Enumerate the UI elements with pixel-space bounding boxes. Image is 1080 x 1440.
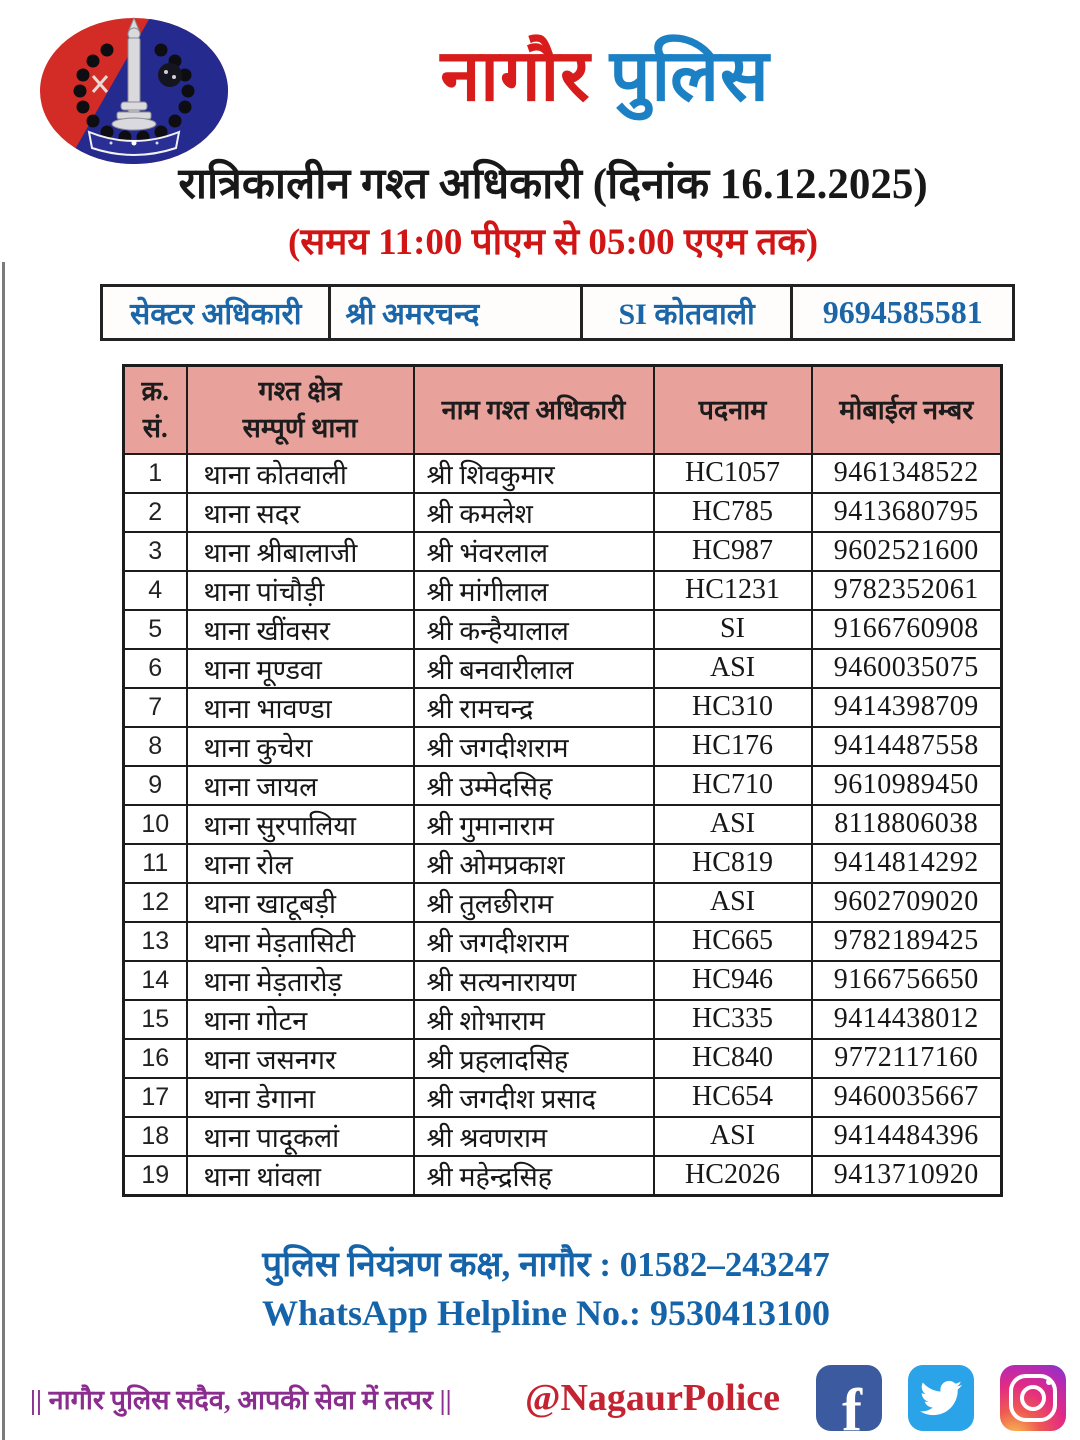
table-row xyxy=(124,1000,1002,1039)
service-tagline: || नागौर पुलिस सदैव, आपकी सेवा में तत्पर || xyxy=(30,1384,452,1415)
cell-serial: 19 xyxy=(124,1156,187,1196)
cell-area: थाना खाटूबड़ी xyxy=(187,883,414,922)
table-row xyxy=(124,1156,1002,1196)
cell-rank: HC310 xyxy=(654,688,812,727)
cell-serial: 12 xyxy=(124,883,187,922)
cell-rank: ASI xyxy=(654,883,812,922)
header-rank: पदनाम xyxy=(654,366,812,454)
cell-rank: ASI xyxy=(654,805,812,844)
cell-officer-name: श्री शोभाराम xyxy=(414,1000,654,1039)
cell-area: थाना पादूकलां xyxy=(187,1117,414,1156)
cell-serial: 10 xyxy=(124,805,187,844)
cell-area: थाना जायल xyxy=(187,766,414,805)
cell-mobile: 9782189425 xyxy=(812,922,1002,961)
cell-officer-name: श्री भंवरलाल xyxy=(414,532,654,571)
twitter-icon[interactable] xyxy=(908,1365,974,1431)
cell-officer-name: श्री महेन्द्रसिह xyxy=(414,1156,654,1196)
table-row xyxy=(124,454,1002,493)
sector-officer-bar xyxy=(100,284,1015,341)
cell-rank: HC176 xyxy=(654,727,812,766)
control-room-line: पुलिस नियंत्रण कक्ष, नागौर : 01582–243247 xyxy=(262,1245,830,1284)
cell-area: थाना पांचौड़ी xyxy=(187,571,414,610)
table-row xyxy=(124,805,1002,844)
social-icons xyxy=(816,1365,1066,1431)
cell-area: थाना मूण्डवा xyxy=(187,649,414,688)
cell-officer-name: श्री जगदीश प्रसाद xyxy=(414,1078,654,1117)
cell-mobile: 9414814292 xyxy=(812,844,1002,883)
cell-rank: HC819 xyxy=(654,844,812,883)
cell-serial: 8 xyxy=(124,727,187,766)
table-row xyxy=(124,610,1002,649)
table-row xyxy=(124,571,1002,610)
cell-officer-name: श्री ओमप्रकाश xyxy=(414,844,654,883)
table-row xyxy=(124,766,1002,805)
cell-rank: HC2026 xyxy=(654,1156,812,1196)
table-row xyxy=(124,493,1002,532)
cell-rank: HC665 xyxy=(654,922,812,961)
patrol-roster-table xyxy=(122,364,1003,1197)
cell-area: थाना सुरपालिया xyxy=(187,805,414,844)
twitter-bird-glyph xyxy=(920,1377,962,1419)
cell-serial: 9 xyxy=(124,766,187,805)
cell-area: थाना थांवला xyxy=(187,1156,414,1196)
cell-area: थाना डेगाना xyxy=(187,1078,414,1117)
sector-officer-label: सेक्टर अधिकारी xyxy=(103,287,331,338)
sector-officer-name: श्री अमरचन्द xyxy=(331,287,582,338)
cell-serial: 5 xyxy=(124,610,187,649)
cell-area: थाना मेड़तारोड़ xyxy=(187,961,414,1000)
cell-mobile: 9610989450 xyxy=(812,766,1002,805)
facebook-f-glyph: f xyxy=(842,1376,862,1431)
cell-serial: 13 xyxy=(124,922,187,961)
cell-mobile: 9166756650 xyxy=(812,961,1002,1000)
cell-mobile: 9782352061 xyxy=(812,571,1002,610)
table-row xyxy=(124,844,1002,883)
cell-serial: 18 xyxy=(124,1117,187,1156)
sector-officer-mobile: 9694585581 xyxy=(822,294,983,330)
cell-serial: 4 xyxy=(124,571,187,610)
cell-mobile: 9772117160 xyxy=(812,1039,1002,1078)
cell-officer-name: श्री बनवारीलाल xyxy=(414,649,654,688)
facebook-icon[interactable] xyxy=(816,1365,882,1431)
cell-rank: HC654 xyxy=(654,1078,812,1117)
whatsapp-helpline: WhatsApp Helpline No.: 9530413100 xyxy=(261,1293,831,1333)
cell-officer-name: श्री तुलछीराम xyxy=(414,883,654,922)
bottom-bar xyxy=(0,1360,1080,1436)
cell-mobile: 9414398709 xyxy=(812,688,1002,727)
cell-area: थाना जसनगर xyxy=(187,1039,414,1078)
cell-rank: ASI xyxy=(654,649,812,688)
cell-officer-name: श्री श्रवणराम xyxy=(414,1117,654,1156)
cell-mobile: 9602709020 xyxy=(812,883,1002,922)
table-row xyxy=(124,1039,1002,1078)
table-row xyxy=(124,688,1002,727)
page-subtitle: रात्रिकालीन गश्त अधिकारी (दिनांक 16.12.2025) xyxy=(178,161,928,208)
cell-area: थाना रोल xyxy=(187,844,414,883)
cell-rank: ASI xyxy=(654,1117,812,1156)
cell-serial: 1 xyxy=(124,454,187,493)
cell-officer-name: श्री कन्हैयालाल xyxy=(414,610,654,649)
cell-serial: 11 xyxy=(124,844,187,883)
cell-mobile: 9413680795 xyxy=(812,493,1002,532)
header-area: गश्त क्षेत्र सम्पूर्ण थाना xyxy=(187,366,414,454)
cell-officer-name: श्री गुमानाराम xyxy=(414,805,654,844)
cell-mobile: 9166760908 xyxy=(812,610,1002,649)
instagram-lens-glyph xyxy=(1020,1385,1046,1411)
cell-officer-name: श्री जगदीशराम xyxy=(414,727,654,766)
cell-officer-name: श्री शिवकुमार xyxy=(414,454,654,493)
cell-rank: SI xyxy=(654,610,812,649)
table-row xyxy=(124,1117,1002,1156)
cell-serial: 14 xyxy=(124,961,187,1000)
cell-officer-name: श्री रामचन्द्र xyxy=(414,688,654,727)
title-police: पुलिस xyxy=(609,36,770,116)
cell-area: थाना कुचेरा xyxy=(187,727,414,766)
instagram-dot-glyph xyxy=(1046,1379,1052,1385)
table-row xyxy=(124,727,1002,766)
cell-area: थाना खींवसर xyxy=(187,610,414,649)
cell-mobile: 9460035075 xyxy=(812,649,1002,688)
duty-time-line: (समय 11:00 पीएम से 05:00 एएम तक) xyxy=(287,222,819,263)
cell-officer-name: श्री जगदीशराम xyxy=(414,922,654,961)
title-nagaur: नागौर xyxy=(440,36,591,116)
header-mobile: मोबाईल नम्बर xyxy=(812,366,1002,454)
header-officer-name: नाम गश्त अधिकारी xyxy=(414,366,654,454)
cell-rank: HC710 xyxy=(654,766,812,805)
cell-area: थाना गोटन xyxy=(187,1000,414,1039)
cell-serial: 15 xyxy=(124,1000,187,1039)
cell-area: थाना कोतवाली xyxy=(187,454,414,493)
social-handle[interactable]: @NagaurPolice xyxy=(525,1377,780,1419)
cell-rank: HC946 xyxy=(654,961,812,1000)
page-title xyxy=(0,24,1080,128)
cell-rank: HC785 xyxy=(654,493,812,532)
cell-area: थाना भावण्डा xyxy=(187,688,414,727)
table-row xyxy=(124,1078,1002,1117)
cell-officer-name: श्री कमलेश xyxy=(414,493,654,532)
table-row xyxy=(124,922,1002,961)
cell-rank: HC335 xyxy=(654,1000,812,1039)
cell-mobile: 9413710920 xyxy=(812,1156,1002,1196)
cell-area: थाना मेड़तासिटी xyxy=(187,922,414,961)
cell-officer-name: श्री सत्यनारायण xyxy=(414,961,654,1000)
cell-rank: HC987 xyxy=(654,532,812,571)
cell-serial: 6 xyxy=(124,649,187,688)
table-row xyxy=(124,883,1002,922)
cell-area: थाना श्रीबालाजी xyxy=(187,532,414,571)
cell-officer-name: श्री प्रहलादसिह xyxy=(414,1039,654,1078)
cell-mobile: 9414438012 xyxy=(812,1000,1002,1039)
cell-officer-name: श्री उम्मेदसिह xyxy=(414,766,654,805)
cell-serial: 17 xyxy=(124,1078,187,1117)
table-row xyxy=(124,961,1002,1000)
cell-mobile: 9414487558 xyxy=(812,727,1002,766)
cell-mobile: 9414484396 xyxy=(812,1117,1002,1156)
cell-rank: HC840 xyxy=(654,1039,812,1078)
cell-serial: 3 xyxy=(124,532,187,571)
table-header-row xyxy=(124,366,1002,454)
table-row xyxy=(124,532,1002,571)
cell-serial: 16 xyxy=(124,1039,187,1078)
sector-officer-post: SI कोतवाली xyxy=(583,287,794,338)
cell-officer-name: श्री मांगीलाल xyxy=(414,571,654,610)
cell-mobile: 9602521600 xyxy=(812,532,1002,571)
cell-serial: 7 xyxy=(124,688,187,727)
cell-area: थाना सदर xyxy=(187,493,414,532)
cell-mobile: 9461348522 xyxy=(812,454,1002,493)
cell-mobile: 9460035667 xyxy=(812,1078,1002,1117)
cell-serial: 2 xyxy=(124,493,187,532)
instagram-icon[interactable] xyxy=(1000,1365,1066,1431)
cell-rank: HC1057 xyxy=(654,454,812,493)
table-row xyxy=(124,649,1002,688)
cell-mobile: 8118806038 xyxy=(812,805,1002,844)
header-serial: क्र. सं. xyxy=(124,366,187,454)
cell-rank: HC1231 xyxy=(654,571,812,610)
